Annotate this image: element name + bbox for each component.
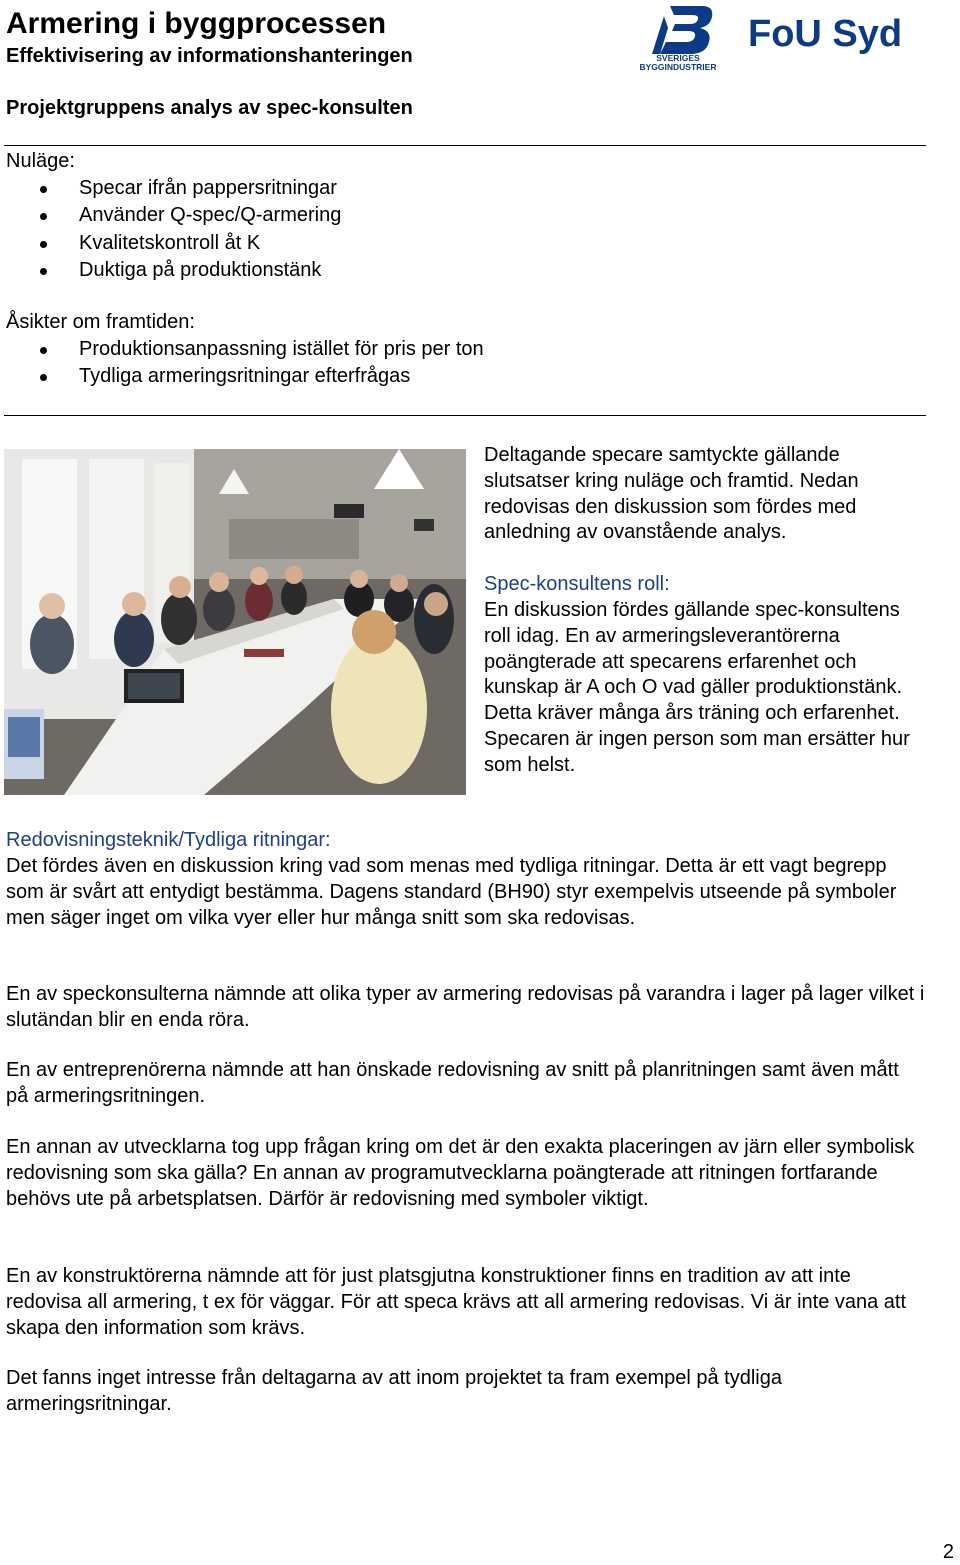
paragraph: En annan av utvecklarna tog upp frågan kring om det är den exakta placeringen av järn eller symbolisk redovisning som ska gälla? En annan av programutvecklarna poängterade att ritningen fortfarande behövs ute på arbetsplatsen. Därför är redovisning med symboler viktigt. [6, 1136, 915, 1210]
list-item: Produktionsanpassning istället för pris per ton [0, 336, 484, 363]
bullet-icon [40, 186, 47, 193]
bullet-icon [40, 241, 47, 248]
meeting-photo [4, 449, 466, 795]
page-number: 2 [942, 1541, 954, 1563]
document-title: Armering i byggprocessen [6, 7, 387, 40]
document-subtitle: Effektivisering av informationshanteringen [6, 45, 413, 67]
section-title: Projektgruppens analys av spec-konsulten [6, 97, 413, 119]
bullet-icon [40, 374, 47, 381]
summary-text: Deltagande specare samtyckte gällande slutsatser kring nuläge och framtid. Nedan redovisas den diskussion som fördes med anledning av ovanstående analys. [484, 444, 859, 544]
bullet-icon [40, 213, 47, 220]
list-item: Duktiga på produktionstänk [0, 257, 341, 284]
nulage-label: Nuläge: [6, 150, 75, 172]
list-item: Specar ifrån pappersritningar [0, 175, 341, 202]
redovisning-heading: Redovisningsteknik/Tydliga ritningar: [6, 829, 331, 851]
bullet-icon [40, 347, 47, 354]
logo-text-line-2: BYGGINDUSTRIER [639, 62, 717, 72]
paragraph: Det fanns inget intresse från deltagarna av att inom projektet ta fram exempel på tydliga armeringsritningar. [6, 1367, 782, 1415]
spec-roll-heading: Spec-konsultens roll: [484, 573, 670, 595]
nulage-list [0, 175, 341, 284]
paragraph: En av konstruktörerna nämnde att för just platsgjutna konstruktioner finns en tradition av att inte redovisa all armering, t ex för väggar. För att speca krävs att all armering redovisas. Vi är inte vana att skapa den information som krävs. [6, 1265, 907, 1339]
spec-roll-text: En diskussion fördes gällande spec-konsultens roll idag. En av armeringsleverantörerna poängterade att specarens erfarenhet och kunskap är A och O vad gäller produktionstänk. Detta kräver många års träning och erfarenhet. Specaren är ingen person som man ersätter hur som helst. [484, 599, 910, 776]
paragraph: En av entreprenörerna nämnde att han önskade redovisning av snitt på planritningen samt även mått på armeringsritningen. [6, 1059, 899, 1107]
paragraph: En av speckonsulterna nämnde att olika typer av armering redovisas på varandra i lager på lager vilket i slutändan blir en enda röra. [6, 983, 925, 1031]
list-item: Tydliga armeringsritningar efterfrågas [0, 363, 484, 390]
list-item: Kvalitetskontroll åt K [0, 230, 341, 257]
divider [4, 415, 926, 416]
logo-text-line-1: SVERIGES [656, 53, 700, 63]
asikter-list [0, 336, 484, 391]
fou-syd-logo: FoU Syd [748, 13, 903, 55]
paragraph: Det fördes även en diskussion kring vad som menas med tydliga ritningar. Detta är ett vagt begrepp som är svårt att entydigt bestämma. Dagens standard (BH90) styr exempelvis utseende på symboler men säger inget om vilka vyer eller hur många snitt som ska redovisas. [6, 855, 897, 929]
sveriges-byggindustrier-logo [630, 4, 726, 72]
list-item: Använder Q-spec/Q-armering [0, 202, 341, 229]
divider [4, 145, 926, 146]
asikter-label: Åsikter om framtiden: [6, 311, 195, 333]
bullet-icon [40, 268, 47, 275]
